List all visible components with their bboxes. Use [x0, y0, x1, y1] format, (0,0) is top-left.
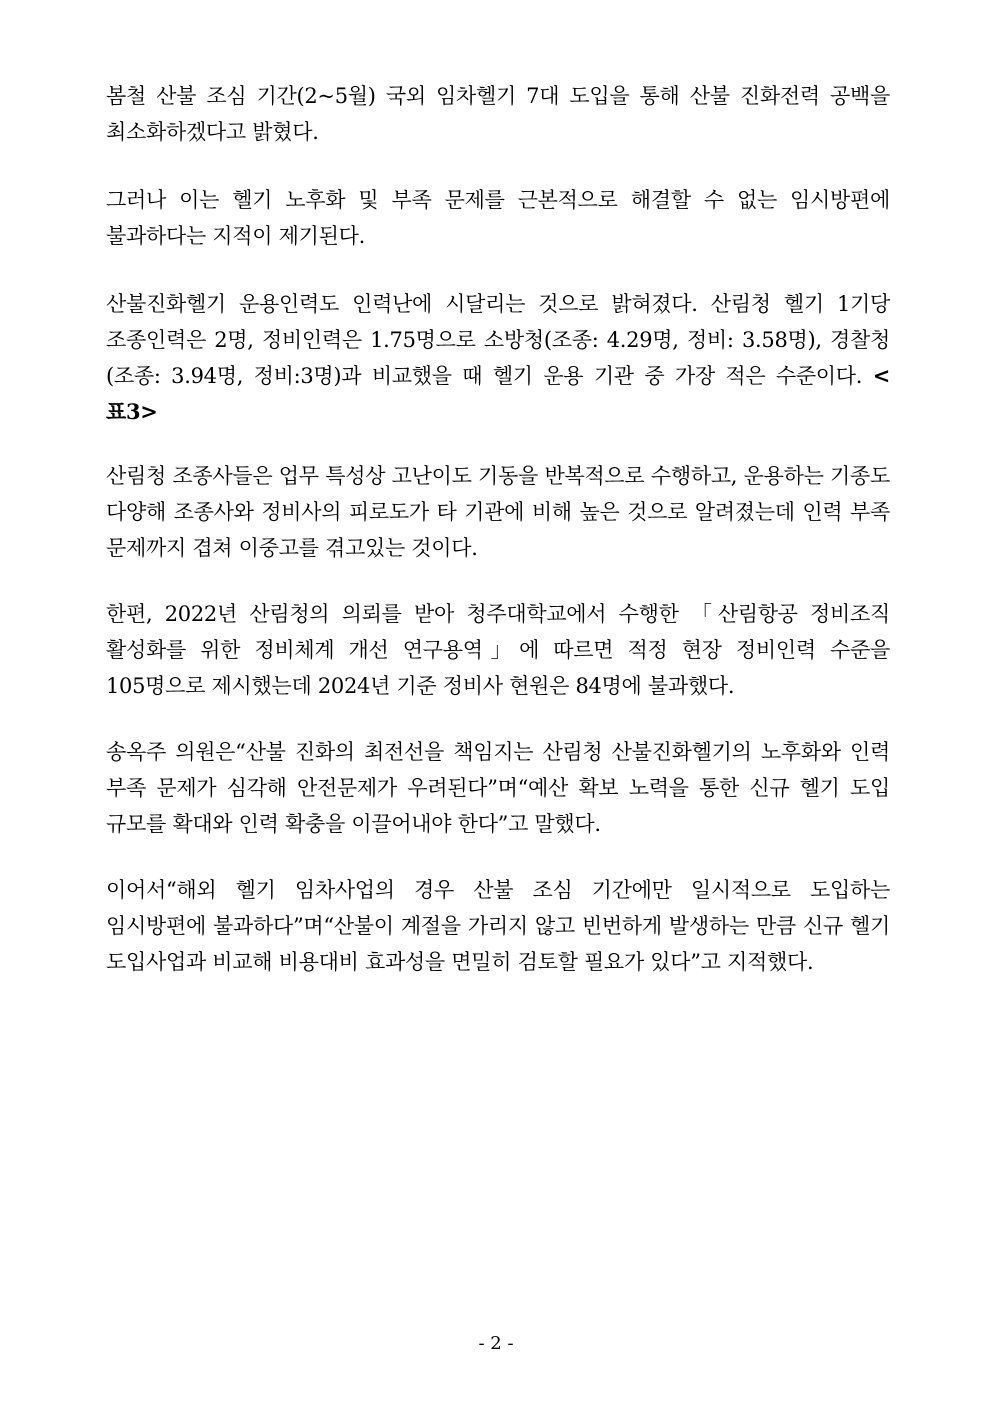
paragraph-7: 이어서“해외 헬기 임차사업의 경우 산불 조심 기간에만 일시적으로 도입하는 임시방편에 불과하다”며“산불이 계절을 가리지 않고 빈번하게 발생하는 만큼 신규 헬기 도입사업과 비교해 비용대비 효과성을 면밀히 검토할 필요가 있다”고 지적했다. — [106, 878, 890, 974]
page-number: - 2 - — [478, 1333, 514, 1354]
paragraph-6: 송옥주 의원은“산불 진화의 최전선을 책임지는 산림청 산불진화헬기의 노후화와 인력 부족 문제가 심각해 안전문제가 우려된다”며“예산 확보 노력을 통한 신규 헬기 도입 규모를 확대와 인력 확충을 이끌어내야 한다”고 말했다. — [106, 740, 890, 836]
paragraph-3 — [106, 286, 890, 430]
paragraph-2: 그러나 이는 헬기 노후화 및 부족 문제를 근본적으로 해결할 수 없는 임시방편에 불과하다는 지적이 제기된다. — [106, 188, 890, 248]
paragraph-3-text: 산불진화헬기 운용인력도 인력난에 시달리는 것으로 밝혀졌다. 산림청 헬기 1기당 조종인력은 2명, 정비인력은 1.75명으로 소방청(조종: 4.29명, 정비: 3.58명), 경찰청 (조종: 3.94명, 정비:3명)과 비교했을 때 헬기 운용 기관 중 가장 적은 수준이다. — [106, 292, 890, 388]
paragraph-1: 봄철 산불 조심 기간(2~5월) 국외 임차헬기 7대 도입을 통해 산불 진화전력 공백을 최소화하겠다고 밝혔다. — [106, 84, 890, 144]
paragraph-5: 한편, 2022년 산림청의 의뢰를 받아 청주대학교에서 수행한 「산림항공 정비조직 활성화를 위한 정비체계 개선 연구용역」에 따르면 적정 현장 정비인력 수준을 105명으로 제시했는데 2024년 기준 정비사 현원은 84명에 불과했다. — [106, 602, 890, 698]
table-reference: <표3> — [106, 363, 890, 424]
paragraph-4: 산림청 조종사들은 업무 특성상 고난이도 기동을 반복적으로 수행하고, 운용하는 기종도 다양해 조종사와 정비사의 피로도가 타 기관에 비해 높은 것으로 알려졌는데 인력 부족 문제까지 겹쳐 이중고를 겪고있는 것이다. — [106, 464, 890, 560]
